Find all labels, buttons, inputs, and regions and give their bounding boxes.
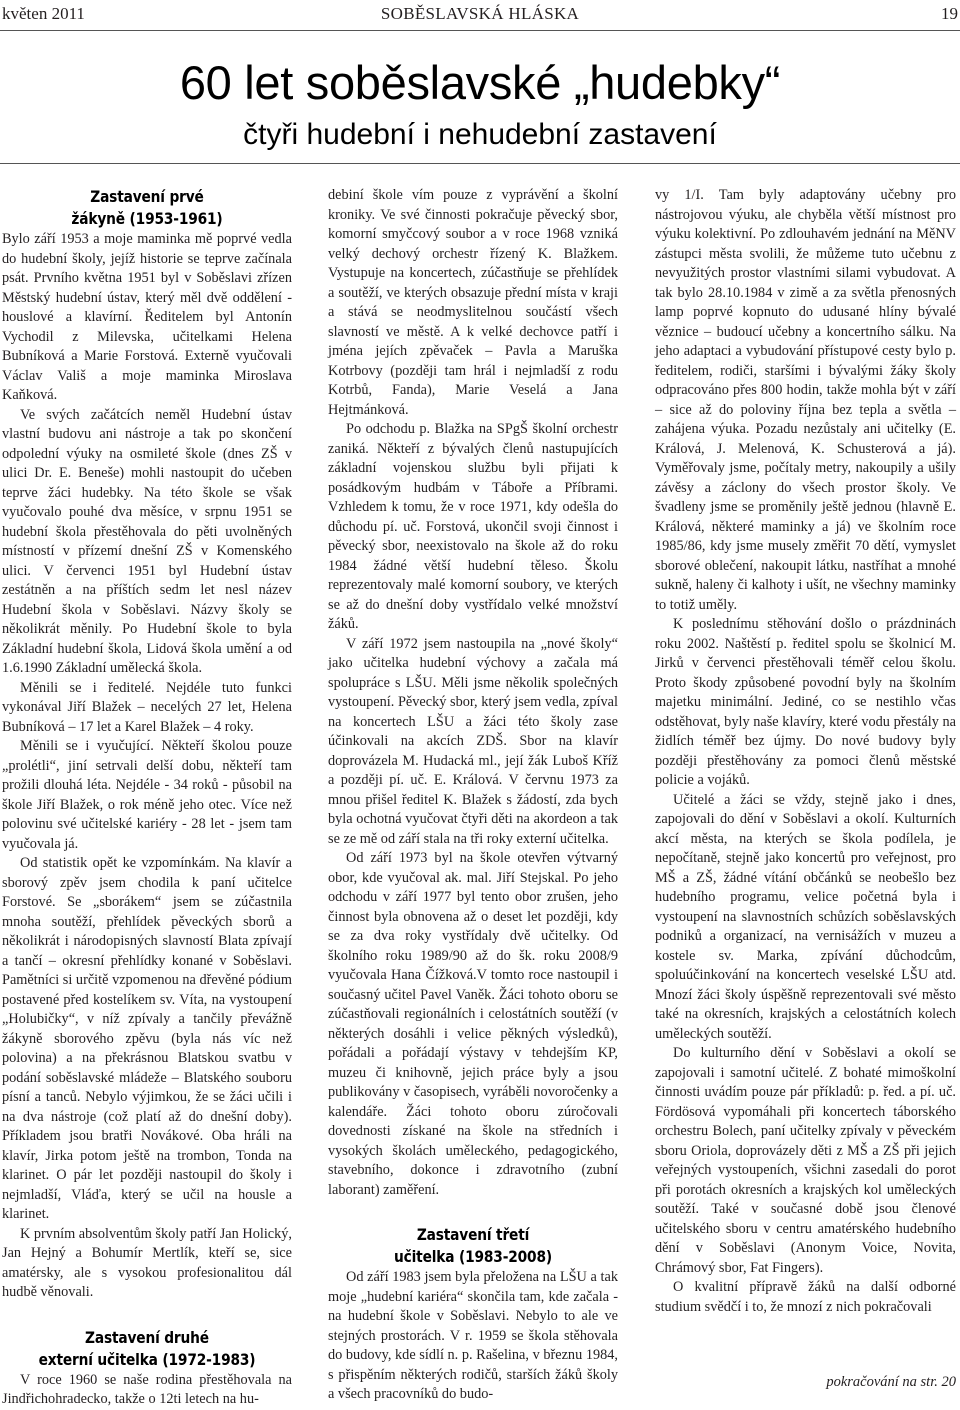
section-heading-third: Zastavení třetí	[416, 1225, 530, 1244]
paragraph: Bylo září 1953 a moje maminka mě poprvé vedla do hudební školy, jejíž historie se teprve začínala psát. Prvního května 1951 byl v Soběslavi zřízen Městský hudební ústav, který měl dvě oddělení - houslové a klavírní. Ředitelem byl Antonín Vychodil z Milevska, učitelkami Helena Bubníková a Marie Forstová. Externě vyučovali Václav Vališ a moje maminka Miroslava Kaňková.	[2, 231, 292, 403]
article-subtitle: čtyři hudební i nehudební zastavení	[243, 118, 717, 151]
page-number: 19	[941, 4, 958, 23]
section-heading-second: Zastavení druhé	[85, 1327, 209, 1347]
title-rule	[0, 163, 960, 164]
section-heading-first: Zastavení prvé	[90, 187, 204, 206]
issue-date: květen 2011	[2, 4, 85, 23]
header-rule	[0, 30, 960, 31]
paragraph: Od září 1973 byl na škole otevřen výtvarný obor, kde vyučoval ak. mal. Jiří Stejskal. Po jeho odchodu v září 1977 byl tento obor zrušen, jeho činnost byla obnovena až o deset let později, kdy se za dva roky vystřídaly dvě učitelky. Od školního roku 1989/90 až do šk. roku 2008/9 vyučovala Hana Čížková.V tomto roce nastoupil i současný učitel Pavel Vaněk. Žáci tohoto oboru se zúčastňovali regionálních i celostátních soutěží (v některých dosáhli i velice pěkných výsledků), pořádali a pořádají výstavy v tehdejším KP, muzeu či knihovně, jejich práce byly a jsou publikovány v časopisech, vyráběli novoročenky a kalendáře. Žáci tohoto oboru zúročovali dovednosti získané na škole na středních i vysokých školách uměleckého, pedagogického, stavebního, dokonce i zdravotního (zubní laborant) zaměření.	[328, 850, 618, 1198]
paragraph: Měnili se i ředitelé. Nejdéle tuto funkci vykonával Jiří Blažek – necelých 27 let, Helena Bubníková – 17 let a Karel Blažek – 4 roky.	[2, 679, 292, 735]
paragraph: Měnili se i vyučující. Někteří školou pouze „prolétli“, jiní setrvali delší dobu, někteří tam prožili dlouhá léta. Nejdéle - 34 roků - působil na škole Jiří Blažek, o rok méně jeho otec. Více než polovinu své učitelské kariéry - 28 let - jsem tam vyučovala já.	[2, 738, 292, 852]
paragraph: Po odchodu p. Blažka na SPgŠ školní orchestr zaniká. Někteří z bývalých členů nastupujících základní vojenskou službu byli přijati k posádkovým hudbám v Táboře a Příbrami. Vzhledem k tomu, že v roce 1971, kdy odešla do důchodu pí. uč. Forstová, ukončil svoji činnost i pěvecký sbor, neexistovalo na škole až do roku 1984 žádné větší hudební těleso. Školu reprezentovaly malé komorní soubory, ve kterých se až do dnešní doby vystřídalo velké množství žáků.	[328, 421, 618, 632]
text-column-3	[655, 186, 956, 1390]
paragraph: Do kulturního dění v Soběslavi a okolí se zapojovali i samotní učitelé. Z bohaté mimoškolní činnosti uvádím pouze pár příkladů: p. řed. a pí. uč. Fördösová vypomáhali při koncertech táborského orchestru Bolech, paní učitelky zpívaly v pěveckém sboru Oriola, doprovázely děti z MŠ a ZŠ při jejich veřejných vystoupeních, všichni zasedali do porot při porotách okresních a krajských kol uměleckých soutěží. Také v současné době jsou členové učitelského sboru v centru amatérského hudebního dění v Soběslavi (Anonym Voice, Novita, Chrámový sbor, Fat Fingers).	[655, 1045, 956, 1276]
text-column-1	[2, 186, 293, 1407]
paragraph: Od září 1983 jsem byla přeložena na LŠU a tak moje „hudební kariéra“ skončila tam, kde začala - na hudební škole v Soběslavi. Nebylo to ale ve stejných prostorách. V r. 1959 se škola stěhovala do budovy, kde sídlí n. p. Rašelina, v březnu 1984, s přispěním některých rodičů, starších žáků školy a všech pracovníků do budo-	[328, 1269, 618, 1402]
article-title: 60 let soběslavské „hudebky“	[179, 56, 781, 109]
paragraph: V září 1972 jsem nastoupila na „nové školy“ jako učitelka hudební výchovy a začala má spolupráce s LŠU. Měli jsme několik společných vystoupení. Pěvecký sbor, který jsem vedla, zpíval na koncertech LŠU a žáci této školy zase účinkovali na akcích ZDŠ. Sbor na klavír doprovázela M. Hudacká ml., její žák Luboš Kříž a později pí. uč. E. Králová. V červnu 1973 za mnou přišel ředitel K. Blažek s žádostí, zda bych byla ochotná vyučovat čtyři děti na akordeon a tak se ze mě od září stala na tři roky externí učitelka.	[328, 635, 618, 847]
text-column-2	[328, 186, 618, 1402]
continued-on-page-link[interactable]: pokračování na str. 20	[826, 1374, 956, 1390]
paragraph: Od statistik opět ke vzpomínkám. Na klavír a sborový zpěv jsem chodila k paní učitelce Forstové. Se „sborákem“ jsem se zúčastnila mnoha soutěží, přehlídek pěveckých sborů a několikrát i národopisných slavností Blata zpívají a tančí – okresní přehlídky konané v Soběslavi. Pamětníci si určitě vzpomenou na dřevěné pódium postavené před kostelíkem sv. Víta, na vystoupení „Holubičky“, v níž zpívaly a tančily převážně žákyně sborového zpěvu (byla nás víc než polovina) a na překrásnou Blatskou svatbu v podání soběslavské mládeže – Blatského souboru písní a tanců. Nebylo výjimkou, že se žáci učili i na dva nástroje (což platí až do dnešní doby). Příkladem jsou bratři Novákové. Oba hráli na klavír, Jirka potom ještě na trombon, Tonda na klarinet. O pár let později nastoupil do školy i nejmladší, Vláďa, který se učil na housle a klarinet.	[2, 855, 292, 1222]
paragraph: Učitelé a žáci se vždy, stejně jako i dnes, zapojovali do dění v Soběslavi a okolí. Kulturních akcí města, na kterých se škola podílela, je nepočítaně, stejně jako koncertů pro veřejnost, pro MŠ a ZŠ, žádné vítání občánků se neobešlo bez hudebního programu, velice početná byla i vystoupení na slavnostních schůzích soběslavských podniků a organizací, na vernisážích v muzeu a kostele sv. Marka, zpívání důchodcům, spoluúčinkování na koncertech veselské LŠU atd. Mnozí žáci školy úspěšně reprezentovali své město také na okresních, krajských a celostátních kolech uměleckých soutěží.	[655, 791, 956, 1042]
page-header	[0, 0, 960, 28]
section-subheading-second: externí učitelka (1972-1983)	[38, 1349, 256, 1369]
paragraph: K prvním absolventům školy patří Jan Holický, Jan Hejný a Bohumír Mertlík, kteří se, sice amatérsky, ale s vysokou profesionalitou dál hudbě věnovali.	[2, 1225, 293, 1300]
publication-name: SOBĚSLAVSKÁ HLÁSKA	[380, 4, 580, 23]
paragraph: debiní škole vím pouze z vyprávění a školní kroniky. Ve své činnosti pokračuje pěvecký sbor, komorní smyčcový soubor a v roce 1968 vzniká velký dechový orchestr řízený K. Blažkem. Vystupuje na koncertech, zúčastňuje se přehlídek a soutěží, ve kterých obsazuje přední místa v kraji a stává se neodmyslitelnou součástí všech slavností ve městě. A k velké dechovce patří i jména jejích zpěvaček – Pavla a Maruška Kotrbovy (později tam hrál i nejmladší z rodu Kotrbů, Fanda), Marie Veselá a Jana Hejtmánková.	[328, 187, 618, 418]
paragraph: V roce 1960 se naše rodina přestěhovala na Jindřichohradecko, takže o 12ti letech na hu-	[2, 1371, 292, 1407]
paragraph: K poslednímu stěhování došlo o prázdninách roku 2002. Naštěstí p. ředitel spolu se školnicí M. Jirků v červenci přestěhovali téměř celou školu. Proto škody způsobené povodní byly na školním majetku minimální. Jediné, co se nestihlo včas odstěhovat, byly naše klavíry, které vodu přestály na židlích téměř bez újmy. Do nové budovy byly později přestěhovány za pomoci členů městské policie a vojáků.	[655, 616, 956, 788]
paragraph: Ve svých začátcích neměl Hudební ústav vlastní budovu ani nástroje a tak po skončení odpolední výuky na osmileté škole (dnes ZŠ v ulici Dr. E. Beneše) mohli nastoupit do učeben teprve žáci hudebky. Na této škole se však vyučovalo pouhé dva měsíce, v srpnu 1951 se hudební škola přestěhovala do pěti uvolněných místností v přízemí dnešní ZŠ v Komenského ulici. V červenci 1951 byl Hudební ústav zestátněn a na příštích sedm let nesl název Hudební škola v Soběslavi. Názvy školy se několikrát měnily. Po Hudební škole to byla Základní hudební škola, Lidová škola umění a od 1.6.1990 Základní umělecká škola.	[2, 406, 292, 676]
paragraph: O kvalitní přípravě žáků na další odborné studium svědčí i to, že mnozí z nich pokračovali	[655, 1279, 956, 1315]
paragraph: vy 1/I. Tam byly adaptovány učebny pro nástrojovou výuku, ale chyběla větší místnost pro výuku kolektivní. Po zdlouhavém jednání na MěNV zástupci města svolili, že můžeme tuto učebnu z nevyužitých prostor vlastními silami vybudovat. A tak bylo 28.10.1984 v zimě a za světla přenosných lamp poprvé kopnuto do udusané hlíny bývalé věznice – budoucí učebny a koncertního sálku. Na jeho adaptaci a vybudování přístupové cesty bylo p. ředitelem, rodiči, staršími i bývalými žáky školy odpracováno přes 800 hodin, takže mohla být v září – sice až do poloviny října bez tepla a světla – zahájena výuka. Pozadu nezůstaly ani učitelky (E. Králová, J. Melenová, K. Schusterová a já). Vyměřovaly jsme, počítaly metry, nakoupily a ušily závěsy a záclony do všech prostor školy. Ve švadleny jsme se proměnily ještě jednou (hlavně E. Králová, některé maminky a já) ve školním roce 1985/86, kdy jsme musely změřit 70 dětí, vymyslet sborové oblečení, nakoupit látku, nastříhat a mnohé sukně, haleny či kalhoty i ušít, ne všechny maminky to totiž uměly.	[655, 187, 956, 613]
section-subheading-first: žákyně (1953-1961)	[71, 209, 223, 228]
section-subheading-third: učitelka (1983-2008)	[394, 1247, 552, 1266]
